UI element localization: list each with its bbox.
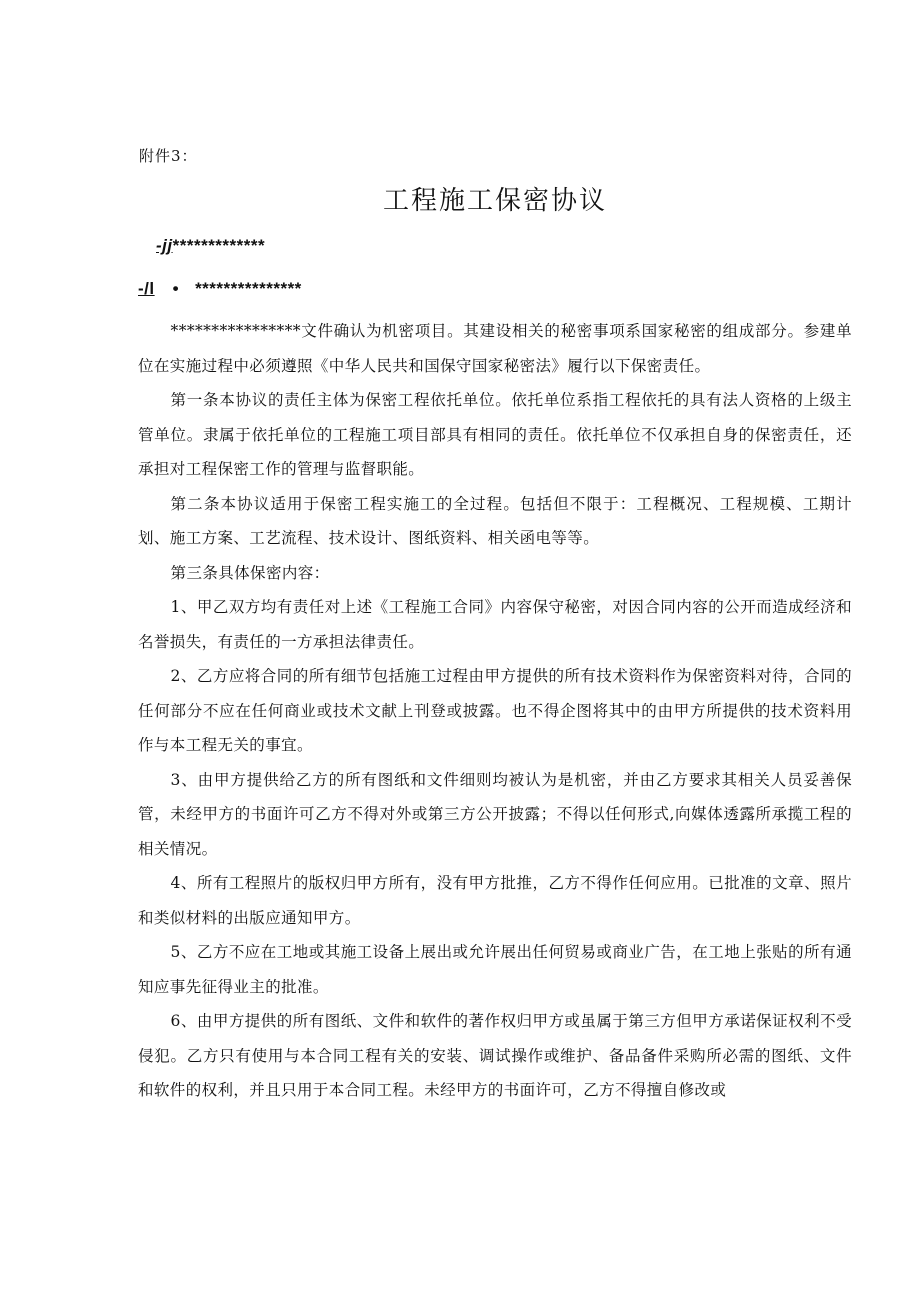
paragraph-item-3: 3、由甲方提供给乙方的所有图纸和文件细则均被认为是机密，并由乙方要求其相关人员妥善保管，未经甲方的书面许可乙方不得对外或第三方公开披露；不得以任何形式,向媒体透露所承揽工程的相关情况。 (138, 770, 852, 858)
document-title: 工程施工保密协议 (382, 186, 607, 216)
party-line-stars: *************** (195, 279, 302, 298)
party-line-mark: -/l (138, 279, 155, 298)
party-name-line (138, 279, 302, 299)
project-line-mark: -jj (156, 236, 173, 255)
paragraph-article-1: 第一条本协议的责任主体为保密工程依托单位。依托单位系指工程依托的具有法人资格的上级主管单位。隶属于依托单位的工程施工项目部具有相同的责任。依托单位不仅承担自身的保密责任，还承担对工程保密工作的管理与监督职能。 (138, 391, 852, 478)
paragraph-item-2: 2、乙方应将合同的所有细节包括施工过程由甲方提供的所有技术资料作为保密资料对待，合同的任何部分不应在任何商业或技术文献上刊登或披露。也不得企图将其中的由甲方所提供的技术资料用作与本工程无关的事宜。 (138, 667, 852, 754)
paragraph-item-4: 4、所有工程照片的版权归甲方所有，没有甲方批推，乙方不得作任何应用。已批准的文章、照片和类似材料的出版应通知甲方。 (138, 874, 852, 927)
attachment-label: 附件3： (139, 147, 198, 165)
project-name-line (156, 236, 265, 256)
party-line-bullet: • (172, 279, 180, 298)
project-line-stars: ************* (172, 236, 266, 255)
paragraph-article-3-heading: 第三条具体保密内容： (170, 563, 330, 582)
paragraph-item-6: 6、由甲方提供的所有图纸、文件和软件的著作权归甲方或虽属于第三方但甲方承诺保证权利不受侵犯。乙方只有使用与本合同工程有关的安装、调试操作或维护、备品备件采购所必需的图纸、文件和软件的权利，并且只用于本合同工程。未经甲方的书面许可，乙方不得擅自修改或 (138, 1012, 852, 1099)
paragraph-intro: ****************文件确认为机密项目。其建设相关的秘密事项系国家秘密的组成部分。参建单位在实施过程中必须遵照《中华人民共和国保守国家秘密法》履行以下保密责任。 (138, 322, 852, 375)
paragraph-article-2: 第二条本协议适用于保密工程实施工的全过程。包括但不限于：工程概况、工程规模、工期计划、施工方案、工艺流程、技术设计、图纸资料、相关函电等等。 (138, 494, 852, 547)
paragraph-item-1: 1、甲乙双方均有责任对上述《工程施工合同》内容保守秘密，对因合同内容的公开而造成经济和名誉损失，有责任的一方承担法律责任。 (138, 598, 852, 651)
paragraph-item-5: 5、乙方不应在工地或其施工设备上展出或允许展出任何贸易或商业广告，在工地上张贴的所有通知应事先征得业主的批准。 (138, 943, 852, 996)
agreement-body (138, 314, 852, 1108)
